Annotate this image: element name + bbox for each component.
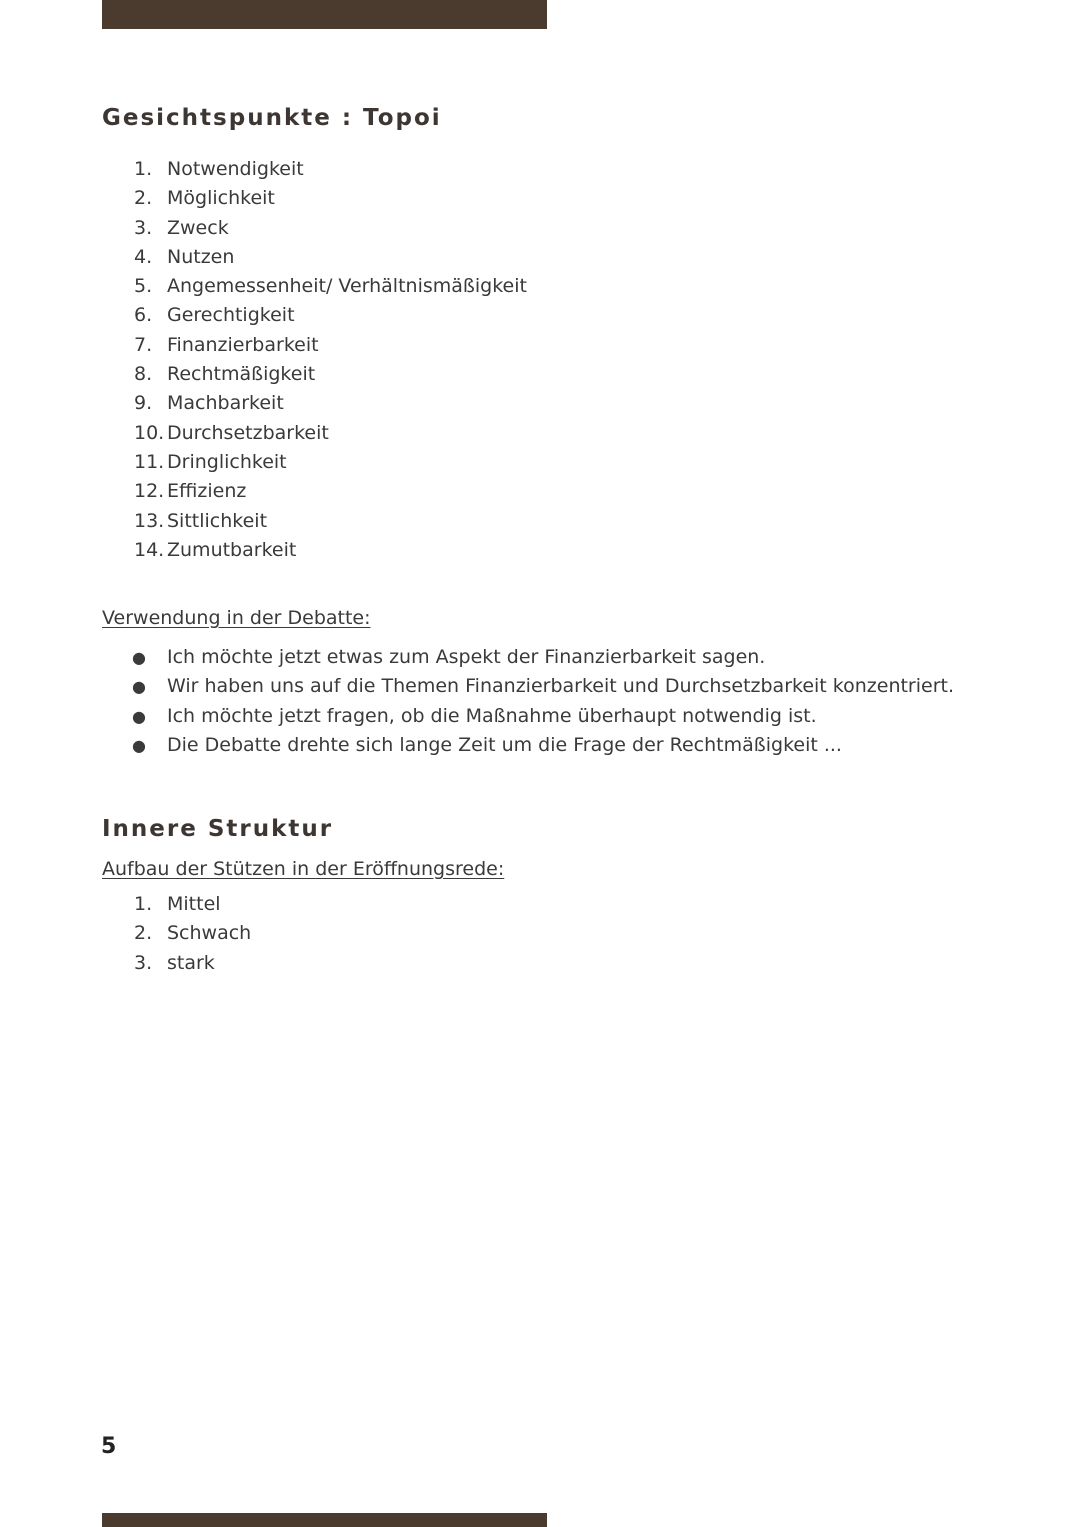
list-item-text: Dringlichkeit — [167, 450, 287, 473]
list-item — [134, 949, 251, 978]
list-item — [134, 243, 527, 272]
list-item-number: 6. — [134, 304, 153, 327]
list-item-number: 8. — [134, 363, 153, 386]
structure-subheading: Aufbau der Stützen in der Eröffnungsrede: — [102, 858, 505, 880]
list-item — [134, 301, 527, 330]
list-item-number: 10. — [134, 421, 165, 444]
list-item-number: 14. — [134, 538, 165, 561]
list-item-text: Rechtmäßigkeit — [167, 363, 316, 386]
list-item-text: Zweck — [167, 216, 229, 239]
list-item-number: 2. — [134, 187, 153, 210]
list-item-text: Effizienz — [167, 480, 247, 503]
list-item — [134, 507, 527, 536]
list-item — [134, 919, 251, 948]
list-item-number: 3. — [134, 216, 153, 239]
list-item — [134, 272, 527, 301]
list-item-text: Wir haben uns auf die Themen Finanzierbarkeit und Durchsetzbarkeit konzentriert. — [167, 675, 955, 698]
list-item-number: 13. — [134, 509, 165, 532]
bottom-decorative-bar — [102, 1513, 547, 1527]
list-item-text: Nutzen — [167, 245, 235, 268]
usage-examples-list — [132, 643, 954, 760]
bullet-icon: ● — [132, 648, 146, 667]
list-item-text: Notwendigkeit — [167, 158, 304, 180]
section-heading-topoi: Gesichtspunkte : Topoi — [102, 105, 442, 131]
list-item-number: 5. — [134, 275, 153, 298]
structure-list — [134, 890, 251, 978]
list-item-text: Möglichkeit — [167, 187, 275, 210]
list-item — [134, 419, 527, 448]
list-item-text: stark — [167, 951, 215, 974]
list-item — [134, 214, 527, 243]
list-item — [134, 536, 527, 565]
list-item — [132, 672, 954, 701]
list-item-text: Mittel — [167, 893, 221, 915]
list-item — [134, 360, 527, 389]
list-item-text: Ich möchte jetzt etwas zum Aspekt der Finanzierbarkeit sagen. — [167, 646, 766, 668]
list-item-text: Die Debatte drehte sich lange Zeit um die Frage der Rechtmäßigkeit ... — [167, 733, 842, 756]
list-item-number: 4. — [134, 245, 153, 268]
list-item — [132, 643, 954, 672]
list-item-number: 7. — [134, 333, 153, 356]
top-decorative-bar — [102, 0, 547, 29]
list-item — [134, 448, 527, 477]
page-number: 5 — [101, 1434, 117, 1459]
list-item-number: 1. — [134, 893, 153, 915]
list-item — [134, 890, 251, 919]
list-item — [134, 477, 527, 506]
list-item-text: Sittlichkeit — [167, 509, 268, 532]
list-item-text: Gerechtigkeit — [167, 304, 295, 327]
list-item-number: 2. — [134, 922, 153, 945]
bullet-icon: ● — [132, 677, 146, 697]
list-item-text: Angemessenheit/ Verhältnismäßigkeit — [167, 275, 527, 298]
list-item-text: Durchsetzbarkeit — [167, 421, 329, 444]
list-item — [132, 731, 954, 760]
list-item-number: 1. — [134, 158, 153, 180]
list-item-number: 9. — [134, 392, 153, 415]
list-item-text: Zumutbarkeit — [167, 538, 297, 561]
list-item-number: 11. — [134, 450, 165, 473]
list-item — [134, 155, 527, 184]
bullet-icon: ● — [132, 735, 146, 755]
usage-subheading: Verwendung in der Debatte: — [102, 607, 371, 629]
list-item-number: 12. — [134, 480, 165, 503]
list-item — [134, 184, 527, 213]
section-heading-structure: Innere Struktur — [102, 816, 334, 842]
list-item-number: 3. — [134, 951, 153, 974]
topoi-list — [134, 155, 527, 565]
list-item-text: Machbarkeit — [167, 392, 284, 415]
list-item — [134, 331, 527, 360]
bullet-icon: ● — [132, 706, 146, 726]
list-item-text: Ich möchte jetzt fragen, ob die Maßnahme überhaupt notwendig ist. — [167, 704, 817, 727]
list-item — [134, 389, 527, 418]
list-item-text: Finanzierbarkeit — [167, 333, 319, 356]
list-item — [132, 702, 954, 731]
list-item-text: Schwach — [167, 922, 252, 945]
